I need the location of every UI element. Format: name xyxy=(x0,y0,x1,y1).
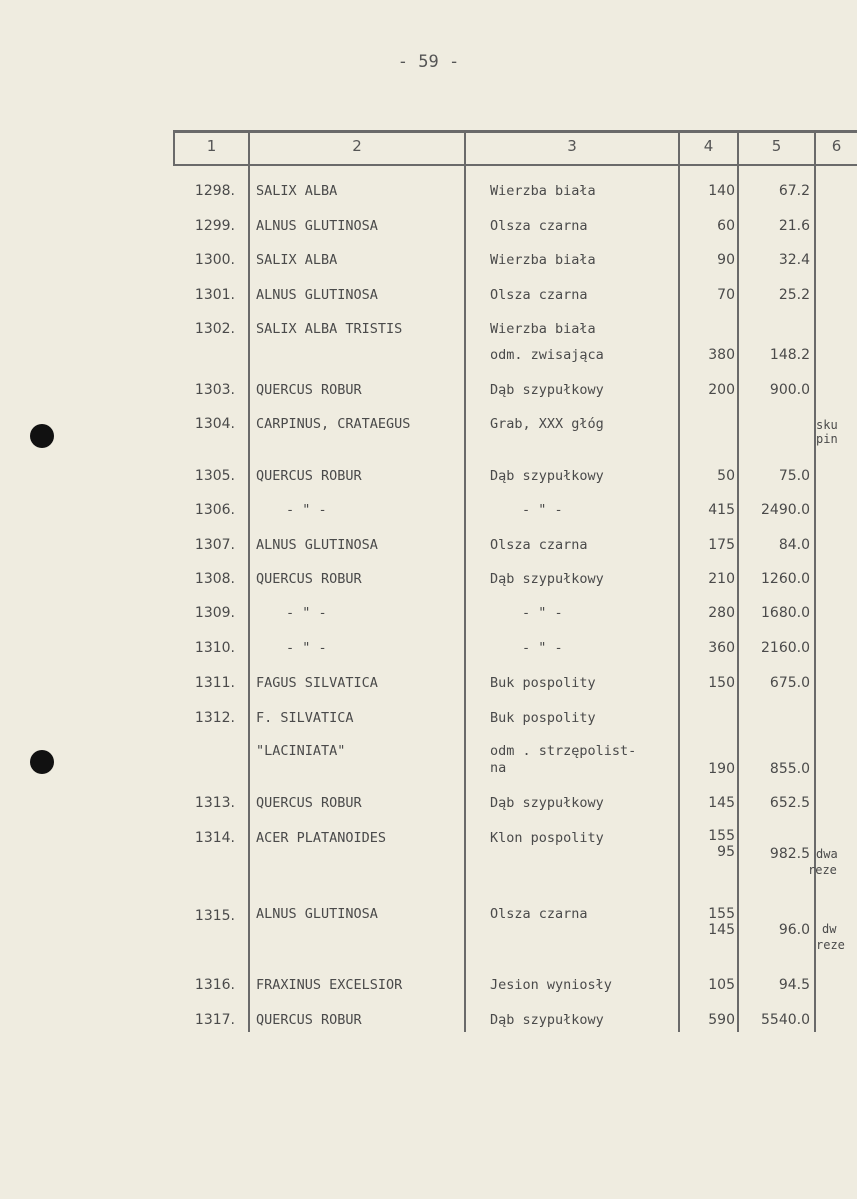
polish-name: Dąb szypułkowy xyxy=(490,468,604,484)
ditto-mark: - " - xyxy=(522,605,563,621)
row-number: 1303. xyxy=(194,382,235,398)
punch-hole xyxy=(30,750,54,774)
col4-value: 70 xyxy=(717,287,735,303)
ditto-mark: - " - xyxy=(522,640,563,656)
latin-name: QUERCUS ROBUR xyxy=(256,468,362,484)
col5-value: 2490.0 xyxy=(761,502,810,518)
col4-value: 50 xyxy=(717,468,735,484)
polish-name: Olsza czarna xyxy=(490,537,588,553)
column-divider xyxy=(248,130,250,1032)
col4-value: 150 xyxy=(708,675,735,691)
latin-name: SALIX ALBA TRISTIS xyxy=(256,321,403,337)
col4-value: 590 xyxy=(708,1012,735,1028)
polish-name: Grab, XXX głóg xyxy=(490,416,604,432)
polish-name-line2: odm. zwisająca xyxy=(490,347,604,363)
row-number: 1315. xyxy=(194,908,235,924)
col4-value: 280 xyxy=(708,605,735,621)
row-number: 1299. xyxy=(194,218,235,234)
col5-value: 75.0 xyxy=(778,468,810,484)
row-number: 1312. xyxy=(194,710,235,726)
header-col-4: 4 xyxy=(703,137,714,155)
col5-value: 2160.0 xyxy=(761,640,810,656)
remarks-line2: reze xyxy=(816,938,845,952)
polish-name: Dąb szypułkowy xyxy=(490,795,604,811)
polish-name: Wierzba biała xyxy=(490,321,596,337)
row-number: 1316. xyxy=(194,977,235,993)
col5-value: 5540.0 xyxy=(761,1012,810,1028)
header-bottom-border xyxy=(173,164,857,166)
remarks: sku xyxy=(816,418,838,432)
polish-name: Wierzba biała xyxy=(490,183,596,199)
latin-name: QUERCUS ROBUR xyxy=(256,1012,362,1028)
latin-name: ALNUS GLUTINOSA xyxy=(256,218,378,234)
latin-name: CARPINUS, CRATAEGUS xyxy=(256,416,411,432)
polish-name: Klon pospolity xyxy=(490,830,604,846)
col4-value: 145 xyxy=(708,795,735,811)
remarks-line2: pin xyxy=(816,432,838,446)
header-col-3: 3 xyxy=(567,137,577,155)
col5-value: 148.2 xyxy=(769,347,810,363)
column-divider xyxy=(737,130,739,1032)
col4-value: 380 xyxy=(708,347,735,363)
polish-name-line3: na xyxy=(490,760,507,776)
header-col-1: 1 xyxy=(206,137,217,155)
col5-value: 900.0 xyxy=(769,382,810,398)
polish-name: Dąb szypułkowy xyxy=(490,571,604,587)
latin-name: SALIX ALBA xyxy=(256,252,338,268)
row-number: 1301. xyxy=(194,287,235,303)
polish-name-line2: odm . strzępolist- xyxy=(490,743,637,759)
col5-value: 652.5 xyxy=(769,795,810,811)
row-number: 1311. xyxy=(194,675,235,691)
col4-value: 90 xyxy=(717,252,735,268)
col4-value: 155 xyxy=(708,828,735,844)
polish-name: Dąb szypułkowy xyxy=(490,1012,604,1028)
col5-value: 94.5 xyxy=(778,977,810,993)
polish-name: Wierzba biała xyxy=(490,252,596,268)
polish-name: Olsza czarna xyxy=(490,287,588,303)
row-number: 1307. xyxy=(194,537,235,553)
col4-value: 360 xyxy=(708,640,735,656)
col5-value: 67.2 xyxy=(778,183,810,199)
col5-value: 25.2 xyxy=(778,287,810,303)
row-number: 1306. xyxy=(194,502,235,518)
row-number: 1305. xyxy=(194,468,235,484)
col5-value: 855.0 xyxy=(769,761,810,777)
col5-value: 32.4 xyxy=(778,252,810,268)
table-top-border xyxy=(173,130,857,133)
latin-name: ACER PLATANOIDES xyxy=(256,830,387,846)
col5-value: 982.5 xyxy=(769,846,810,862)
ditto-mark: - " - xyxy=(286,640,327,656)
latin-name: F. SILVATICA xyxy=(256,710,354,726)
col5-value: 21.6 xyxy=(778,218,810,234)
col4-value: 60 xyxy=(717,218,735,234)
ditto-mark: - " - xyxy=(286,605,327,621)
latin-name: SALIX ALBA xyxy=(256,183,338,199)
col4-value: 105 xyxy=(708,977,735,993)
polish-name: Olsza czarna xyxy=(490,218,588,234)
column-divider xyxy=(678,130,680,1032)
polish-name: Buk pospolity xyxy=(490,710,596,726)
latin-name: ALNUS GLUTINOSA xyxy=(256,287,378,303)
latin-name: FRAXINUS EXCELSIOR xyxy=(256,977,403,993)
ditto-mark: - " - xyxy=(522,502,563,518)
row-number: 1304. xyxy=(194,416,235,432)
column-divider xyxy=(464,130,466,1032)
latin-name-line2: "LACINIATA" xyxy=(256,743,346,759)
col4-value: 190 xyxy=(708,761,735,777)
polish-name: Buk pospolity xyxy=(490,675,596,691)
col5-value: 675.0 xyxy=(769,675,810,691)
punch-hole xyxy=(30,424,54,448)
row-number: 1298. xyxy=(194,183,235,199)
header-col-6: 6 xyxy=(831,137,842,155)
col4-value: 415 xyxy=(708,502,735,518)
col5-value: 1260.0 xyxy=(761,571,810,587)
col5-value: 84.0 xyxy=(778,537,810,553)
remarks-line2: reze xyxy=(808,863,837,877)
row-number: 1309. xyxy=(194,605,235,621)
row-number: 1302. xyxy=(194,321,235,337)
page-number: - 59 - xyxy=(397,52,460,72)
header-col-2: 2 xyxy=(352,137,362,155)
polish-name: Olsza czarna xyxy=(490,906,588,922)
col5-value: 96.0 xyxy=(778,922,810,938)
latin-name: ALNUS GLUTINOSA xyxy=(256,906,378,922)
col4-value: 200 xyxy=(708,382,735,398)
col5-value: 1680.0 xyxy=(761,605,810,621)
row-number: 1313. xyxy=(194,795,235,811)
row-number: 1314. xyxy=(194,830,235,846)
latin-name: FAGUS SILVATICA xyxy=(256,675,378,691)
latin-name: ALNUS GLUTINOSA xyxy=(256,537,378,553)
col4-value: 175 xyxy=(708,537,735,553)
column-divider xyxy=(814,130,816,1032)
latin-name: QUERCUS ROBUR xyxy=(256,571,362,587)
latin-name: QUERCUS ROBUR xyxy=(256,795,362,811)
remarks: dwa xyxy=(816,847,838,861)
row-number: 1310. xyxy=(194,640,235,656)
polish-name: Jesion wyniosły xyxy=(490,977,612,993)
latin-name: QUERCUS ROBUR xyxy=(256,382,362,398)
row-number: 1317. xyxy=(194,1012,235,1028)
col4-value: 210 xyxy=(708,571,735,587)
col4-value: 140 xyxy=(708,183,735,199)
row-number: 1308. xyxy=(194,571,235,587)
ditto-mark: - " - xyxy=(286,502,327,518)
col4-value: 155 xyxy=(708,906,735,922)
col4-value-line2: 145 xyxy=(708,922,735,938)
polish-name: Dąb szypułkowy xyxy=(490,382,604,398)
col4-value-line2: 95 xyxy=(717,844,735,860)
header-col-5: 5 xyxy=(771,137,782,155)
row-number: 1300. xyxy=(194,252,235,268)
remarks: dw xyxy=(822,922,837,936)
